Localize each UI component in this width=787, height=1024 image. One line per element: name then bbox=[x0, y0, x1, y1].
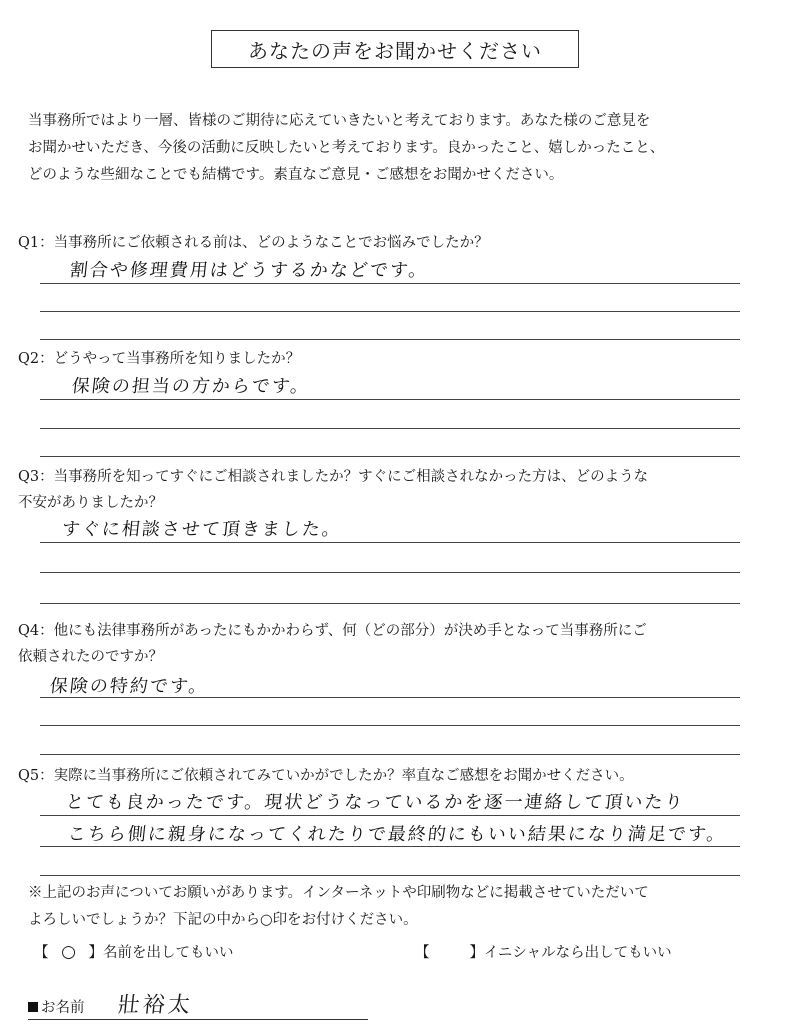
option-label: イニシャルなら出してもいい bbox=[484, 945, 672, 961]
answer-line bbox=[40, 754, 740, 755]
question-3-text: Q3：当事務所を知ってすぐにご相談されましたか？すぐにご相談されなかった方は、どのような bbox=[18, 469, 649, 485]
answer-line bbox=[40, 572, 740, 573]
answer-line bbox=[40, 456, 740, 457]
answer-line bbox=[40, 428, 740, 429]
answer-line bbox=[40, 846, 740, 847]
page-title: あなたの声をお聞かせください bbox=[211, 30, 579, 68]
question-5 bbox=[18, 763, 778, 789]
bracket-close: 】 bbox=[88, 945, 103, 961]
answer-line bbox=[40, 399, 740, 400]
question-2 bbox=[18, 346, 778, 372]
question-5-answer: とても良かったです。現状どうなっているかを逐一連絡して頂いたり bbox=[64, 792, 686, 813]
name-line bbox=[28, 1019, 368, 1020]
name-value[interactable]: 壯裕太 bbox=[116, 993, 195, 1018]
question-4-answer: 保険の特約です。 bbox=[48, 676, 210, 697]
bracket-open: 【 bbox=[415, 945, 430, 961]
intro-line: どのような些細なことでも結構です。素直なご意見・ご感想をお聞かせください。 bbox=[28, 167, 564, 183]
question-2-text: Q2：どうやって当事務所を知りましたか？ bbox=[18, 351, 301, 367]
answer-line bbox=[40, 283, 740, 284]
answer-line bbox=[40, 603, 740, 604]
question-3-text: 不安がありましたか？ bbox=[18, 495, 163, 511]
question-3-answer: すぐに相談させて頂きました。 bbox=[60, 519, 343, 540]
answer-line bbox=[40, 815, 740, 816]
question-4-text: Q4：他にも法律事務所があったにもかかわらず、何（どの部分）が決め手となって当事務所にご bbox=[18, 623, 647, 639]
name-field bbox=[28, 996, 85, 1017]
option-initials-ok[interactable] bbox=[415, 941, 672, 962]
option-label: 名前を出してもいい bbox=[103, 945, 234, 961]
answer-line bbox=[40, 339, 740, 340]
answer-line bbox=[40, 875, 740, 876]
answer-line bbox=[40, 697, 740, 698]
intro-text bbox=[28, 108, 778, 189]
question-1-text: Q1：当事務所にご依頼される前は、どのようなことでお悩みでしたか？ bbox=[18, 235, 489, 251]
notice-line: よろしいでしょうか？下記の中から○印をお付けください。 bbox=[28, 912, 418, 928]
question-1-answer: 割合や修理費用はどうするかなどです。 bbox=[68, 260, 430, 281]
notice-line: ※上記のお声についてお願いがあります。インターネットや印刷物などに掲載させていただいて bbox=[28, 885, 649, 901]
answer-line bbox=[40, 311, 740, 312]
bracket-open: 【 bbox=[34, 945, 49, 961]
question-1 bbox=[18, 230, 778, 256]
square-bullet-icon bbox=[28, 1002, 38, 1012]
option-name-ok[interactable] bbox=[34, 941, 234, 962]
answer-line bbox=[40, 725, 740, 726]
intro-line: 当事務所ではより一層、皆様のご期待に応えていきたいと考えております。あなた様のご意見を bbox=[28, 113, 651, 129]
circle-mark: ○ bbox=[61, 942, 76, 962]
question-3 bbox=[18, 464, 778, 516]
answer-line bbox=[40, 542, 740, 543]
bracket-close: 】 bbox=[469, 945, 484, 961]
question-4-text: 依頼されたのですか？ bbox=[18, 649, 163, 665]
question-4 bbox=[18, 618, 778, 670]
publication-notice bbox=[28, 880, 778, 934]
question-5-text: Q5：実際に当事務所にご依頼されてみていかがでしたか？率直なご感想をお聞かせください。 bbox=[18, 768, 634, 784]
question-5-answer: こちら側に親身になってくれたりで最終的にもいい結果になり満足です。 bbox=[66, 824, 728, 845]
intro-line: お聞かせいただき、今後の活動に反映したいと考えております。良かったこと、嬉しかったこと、 bbox=[28, 140, 665, 156]
question-2-answer: 保険の担当の方からです。 bbox=[70, 376, 312, 397]
name-label: お名前 bbox=[41, 1000, 85, 1016]
